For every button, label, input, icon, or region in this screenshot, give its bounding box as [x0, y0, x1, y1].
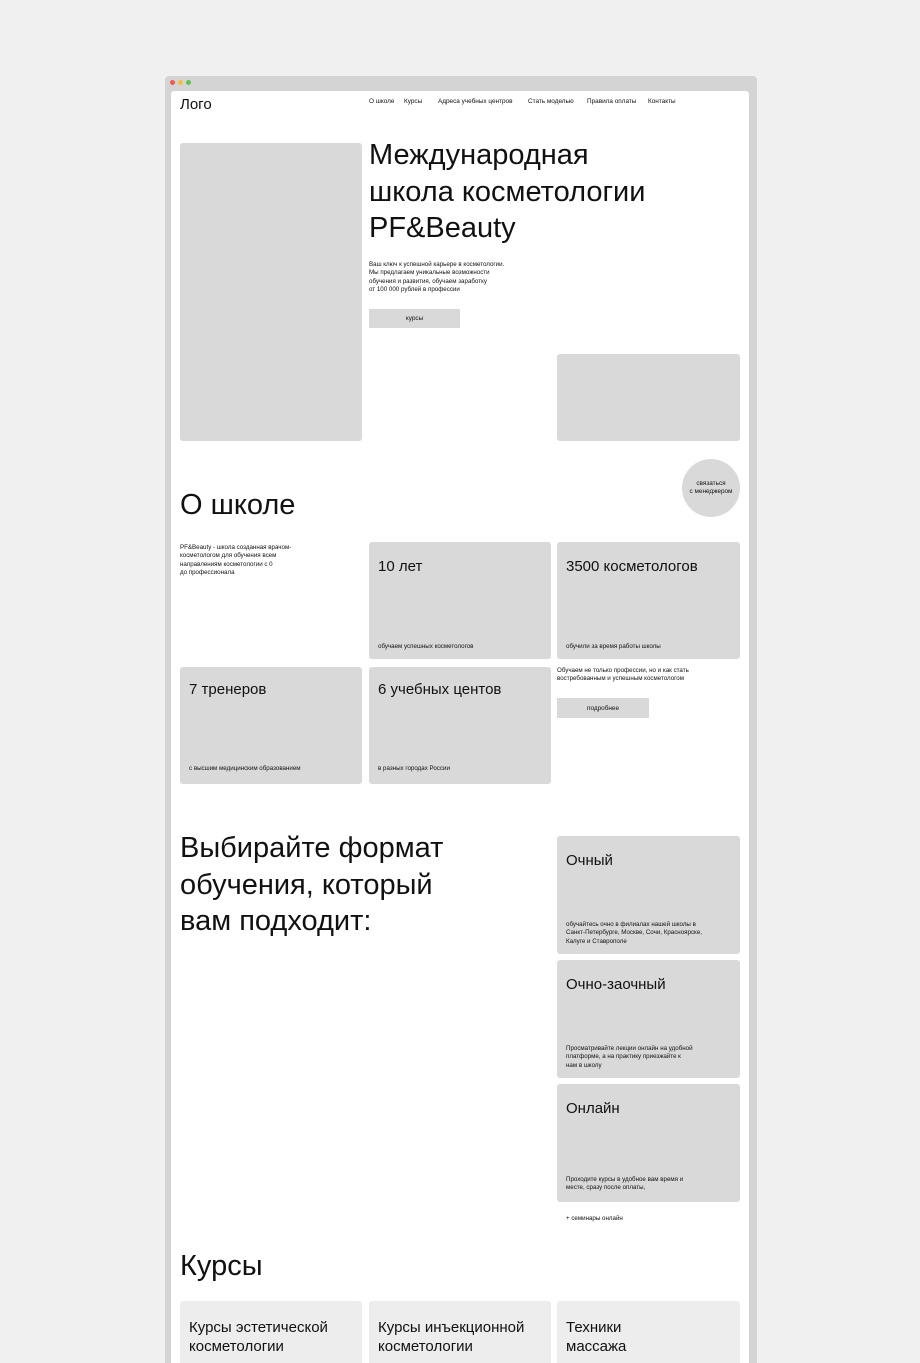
hero-secondary-image-placeholder: [557, 354, 740, 441]
format-card-title: Очный: [566, 852, 613, 869]
hero-image-placeholder: [180, 143, 362, 441]
more-button[interactable]: подробнее: [557, 698, 649, 718]
about-intro: PF&Beauty - школа созданная врачом- косметологом для обучения всем направлениям косметологии с 0 до профессионала: [180, 544, 292, 576]
stat-card-caption: обучили за время работы школы: [566, 643, 661, 650]
stat-card-title: 3500 косметологов: [566, 558, 698, 575]
nav-link-become-model[interactable]: Стать моделью: [528, 98, 574, 105]
online-seminars-note: + семинары онлайн: [566, 1215, 623, 1222]
about-note: Обучаем не только профессии, но и как стать востребованным и успешным косметологом: [557, 667, 689, 683]
format-card-fulltime[interactable]: [557, 836, 740, 954]
stat-card-cosmetologists: [557, 542, 740, 659]
stat-card-years: [369, 542, 551, 659]
format-card-description: Просматривайте лекции онлайн на удобной платформе, а на практику приезжайте к нам в школу: [566, 1045, 693, 1069]
stat-card-title: 6 учебных центов: [378, 681, 502, 698]
stat-card-centers: [369, 667, 551, 784]
close-window-dot[interactable]: [170, 80, 175, 85]
site-logo[interactable]: Лого: [180, 96, 212, 113]
formats-title: Выбирайте формат обучения, который вам подходит:: [180, 832, 444, 937]
format-card-description: Проходите курсы в удобное вам время и месте, сразу после оплаты,: [566, 1176, 684, 1192]
stat-card-caption: обучаем успешных косметологов: [378, 643, 474, 650]
courses-title: Курсы: [180, 1250, 263, 1282]
course-card-title: Курсы эстетической косметологии: [189, 1319, 328, 1355]
contact-manager-button[interactable]: связаться с менеджером: [682, 459, 740, 517]
stat-card-trainers: [180, 667, 362, 784]
course-card-massage[interactable]: [557, 1301, 740, 1363]
format-card-description: обучайтесь очно в филиалах нашей школы в Санкт-Петербурге, Москве, Сочи, Красноярске, Калуге и Ставрополе: [566, 921, 702, 945]
course-card-aesthetic[interactable]: [180, 1301, 362, 1363]
format-card-online[interactable]: [557, 1084, 740, 1202]
nav-link-addresses[interactable]: Адреса учебных центров: [438, 98, 513, 105]
format-card-title: Онлайн: [566, 1100, 620, 1117]
nav-link-payment-rules[interactable]: Правила оплаты: [587, 98, 637, 105]
courses-button[interactable]: курсы: [369, 309, 460, 328]
nav-link-contacts[interactable]: Контакты: [648, 98, 676, 105]
hero-title: Международная школа косметологии PF&Beauty: [369, 139, 646, 244]
nav-link-about[interactable]: О школе: [369, 98, 395, 105]
course-card-title: Курсы инъекционной косметологии: [378, 1319, 525, 1355]
nav-link-courses[interactable]: Курсы: [404, 98, 423, 105]
format-card-blended[interactable]: [557, 960, 740, 1078]
minimize-window-dot[interactable]: [178, 80, 183, 85]
about-title: О школе: [180, 489, 296, 521]
course-card-title: Техники массажа: [566, 1319, 627, 1355]
hero-description: Ваш ключ к успешной карьере в косметологии. Мы предлагаем уникальные возможности обучения и развития, обучаем заработку от 100 000 рублей в профессии: [369, 261, 505, 293]
format-card-title: Очно-заочный: [566, 976, 666, 993]
maximize-window-dot[interactable]: [186, 80, 191, 85]
stat-card-caption: в разных городах России: [378, 765, 450, 772]
stat-card-title: 10 лет: [378, 558, 423, 575]
stat-card-title: 7 тренеров: [189, 681, 267, 698]
stat-card-caption: с высшим медицинским образованием: [189, 765, 301, 772]
course-card-injection[interactable]: [369, 1301, 551, 1363]
